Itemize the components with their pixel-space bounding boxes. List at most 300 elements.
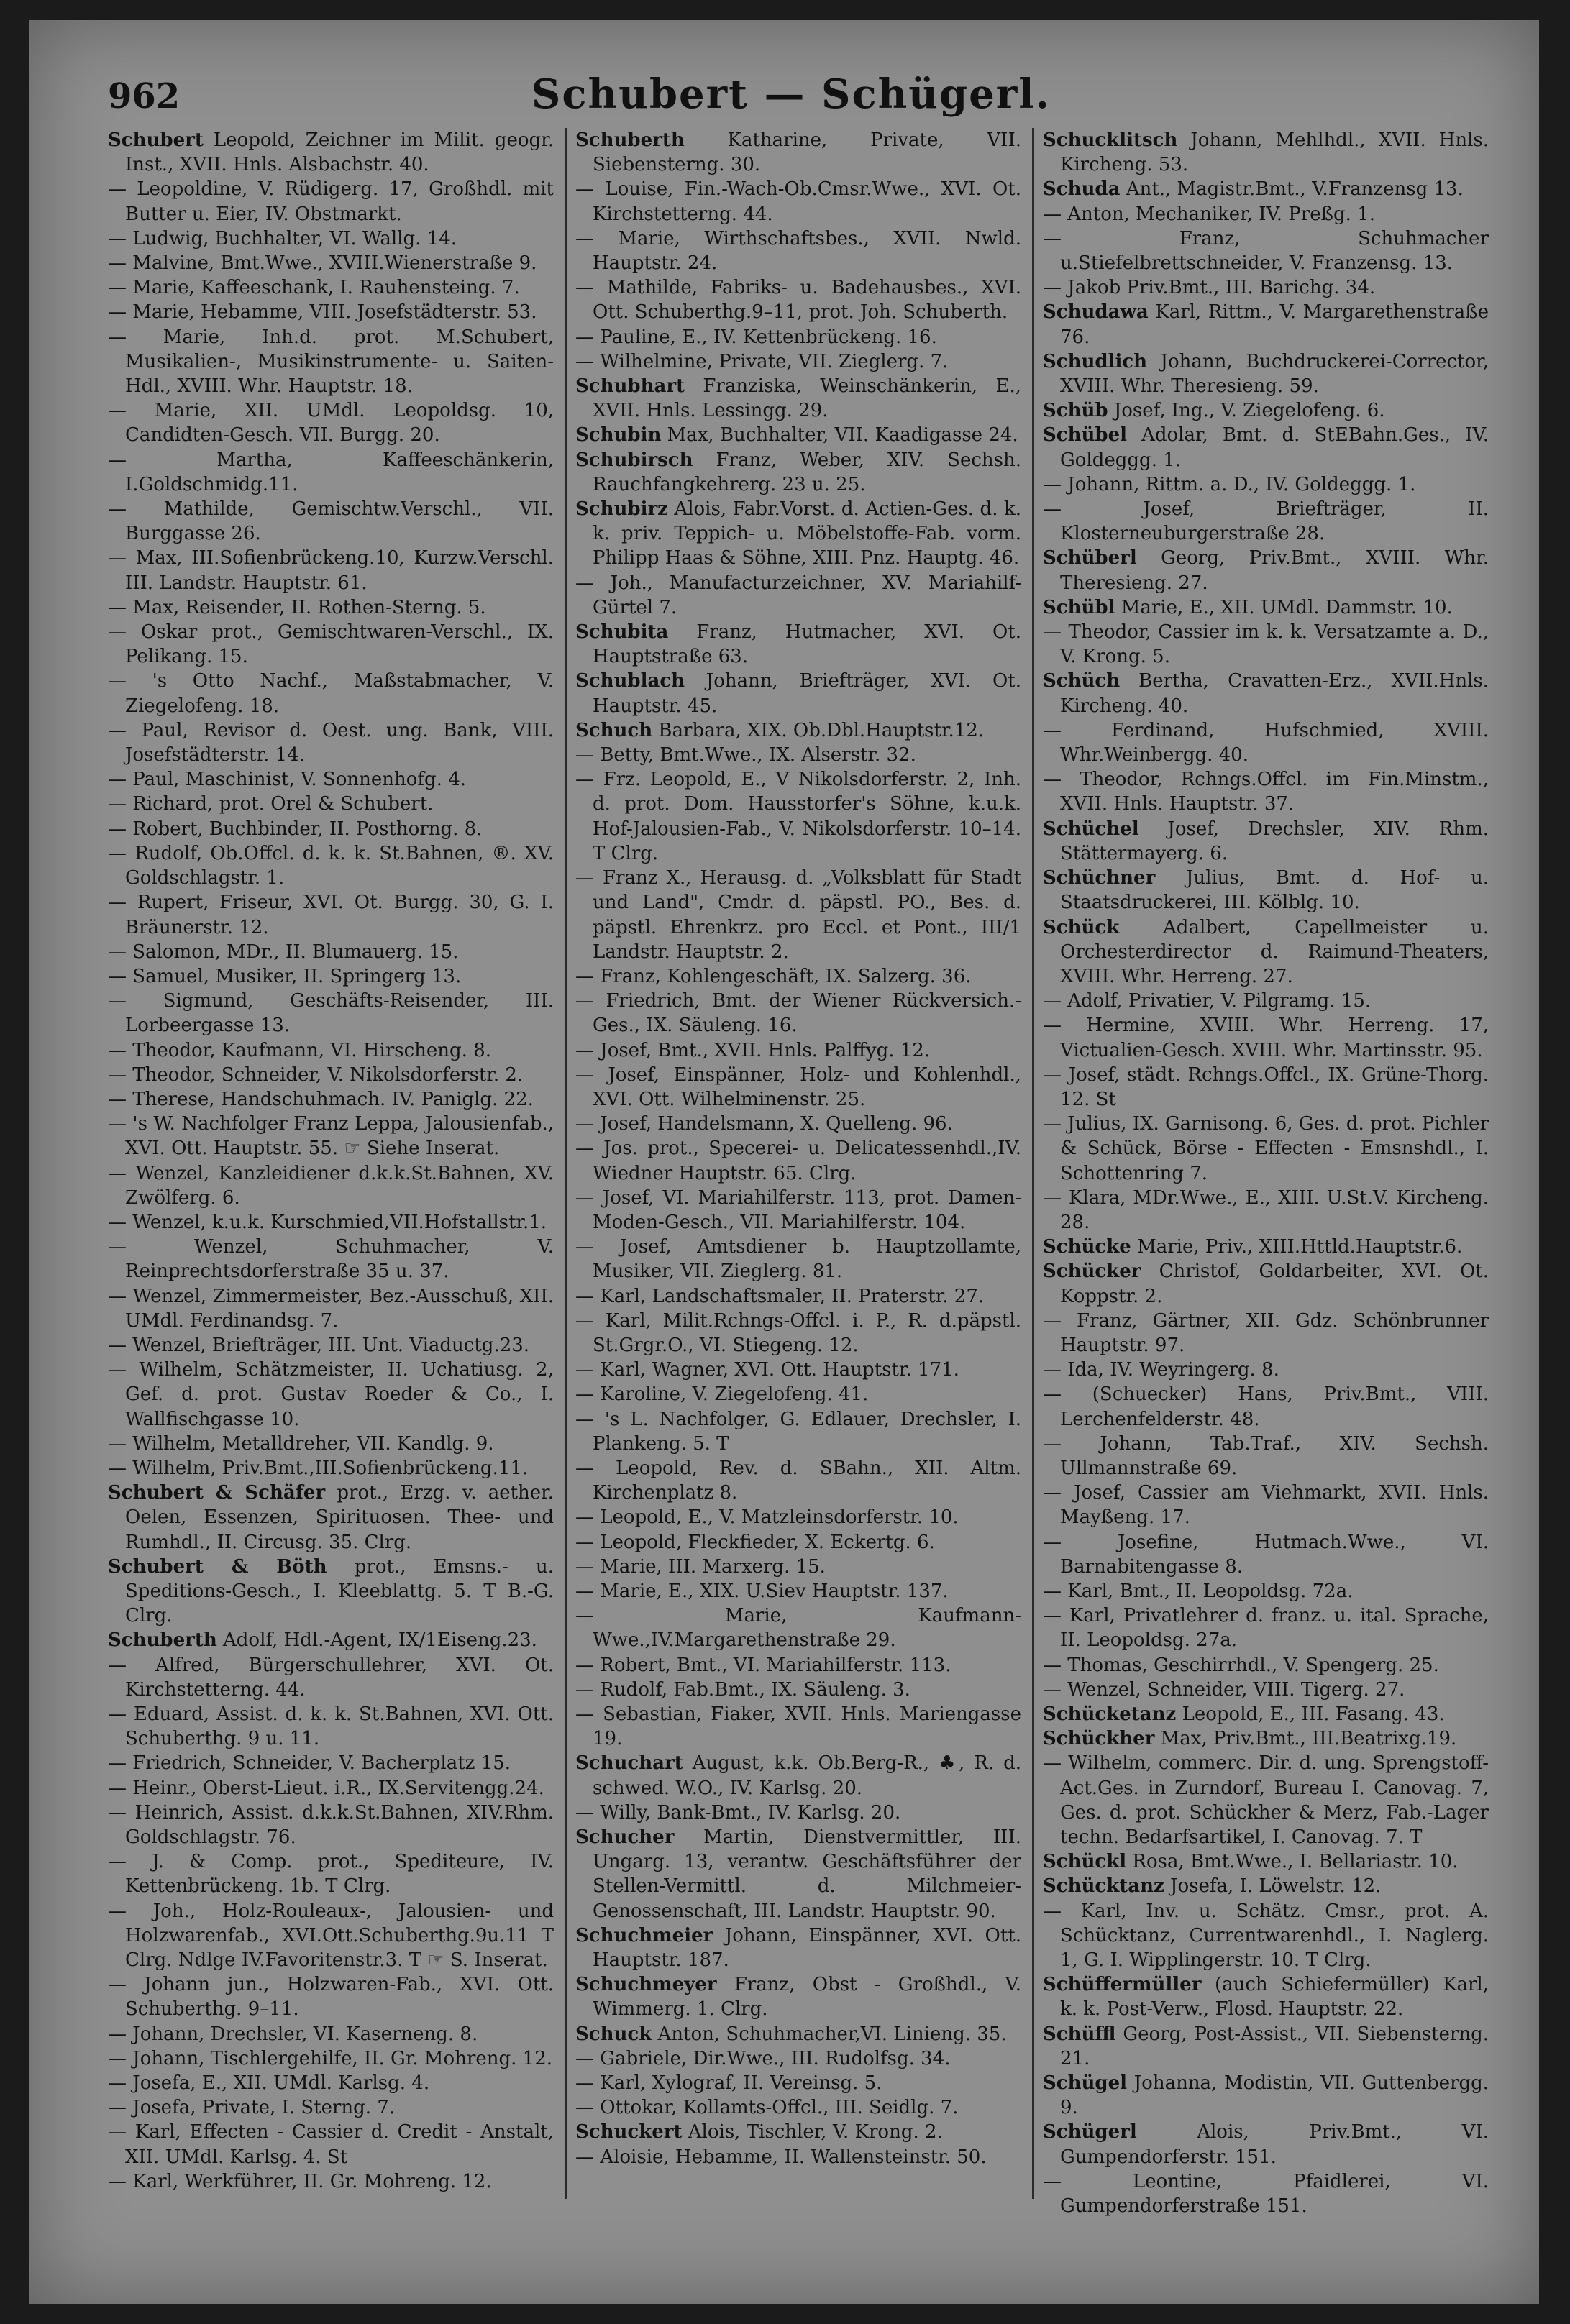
- entry-surname: Schucklitsch: [1043, 129, 1178, 151]
- entry-text: — Therese, Handschuhmach. IV. Paniglg. 22.: [108, 1088, 534, 1110]
- entry-text: — Marie, Wirthschaftsbes., XVII. Nwld. Hauptstr. 24.: [575, 227, 1021, 275]
- directory-entry: [1043, 1382, 1489, 1431]
- directory-entry: [575, 571, 1021, 620]
- directory-page: [29, 20, 1539, 2304]
- directory-entry: [1043, 989, 1489, 1013]
- entry-surname: Schüch: [1043, 670, 1121, 692]
- directory-entry: [575, 1284, 1021, 1309]
- directory-entry: [575, 1063, 1021, 1112]
- directory-entry: [1043, 1259, 1489, 1308]
- directory-entry: [575, 2046, 1021, 2071]
- directory-entry: [108, 1432, 554, 1456]
- directory-entry: [1043, 2071, 1489, 2120]
- directory-entry: [575, 1407, 1021, 1456]
- entry-text: — Rupert, Friseur, XVI. Ot. Burgg. 30, G. I. Bräunerstr. 12.: [108, 892, 554, 938]
- directory-entry: [108, 2046, 554, 2071]
- page-header: [108, 63, 1474, 128]
- entry-text: — 's W. Nachfolger Franz Leppa, Jalousienfab., XVI. Ott. Hauptstr. 55. ☞ Siehe Inserat.: [108, 1113, 554, 1160]
- entry-text: — Oskar prot., Gemischtwaren-Verschl., IX. Pelikang. 15.: [108, 621, 554, 668]
- entry-text: — Robert, Buchbinder, II. Posthorng. 8.: [108, 818, 483, 840]
- entry-text: — Karl, Wagner, XVI. Ott. Hauptstr. 171.: [575, 1359, 959, 1381]
- directory-entry: [575, 2071, 1021, 2095]
- entry-text: Leopold, E., III. Fasang. 43.: [1176, 1703, 1445, 1725]
- entry-text: — Marie, XII. UMdl. Leopoldsg. 10, Candidten-Gesch. VII. Burgg. 20.: [108, 400, 554, 447]
- entry-text: — Hermine, XVIII. Whr. Herreng. 17, Victualien-Gesch. XVIII. Whr. Martinsstr. 95.: [1043, 1015, 1489, 1061]
- entry-text: — Robert, Bmt., VI. Mariahilferstr. 113.: [575, 1654, 951, 1676]
- entry-text: — Jakob Priv.Bmt., III. Barichg. 34.: [1043, 277, 1376, 299]
- directory-entry: [1043, 620, 1489, 669]
- entry-text: Bertha, Cravatten-Erz., XVII.Hnls. Kircheng. 40.: [1060, 670, 1489, 717]
- entry-text: — Karl, Bmt., II. Leopoldsg. 72a.: [1043, 1580, 1354, 1602]
- entry-text: — Ludwig, Buchhalter, VI. Wallg. 14.: [108, 227, 457, 250]
- entry-text: — Leopold, Rev. d. SBahn., XII. Altm. Kirchenplatz 8.: [575, 1457, 1021, 1504]
- directory-entry: [575, 1136, 1021, 1185]
- entry-text: Adolf, Hdl.-Agent, IX/1Eiseng.23.: [216, 1629, 537, 1652]
- entry-text: — Franz, Gärtner, XII. Gdz. Schönbrunner Hauptstr. 97.: [1043, 1309, 1489, 1356]
- entry-text: Franziska, Weinschänkerin, E., XVII. Hnls. Lessingg. 29.: [593, 375, 1021, 422]
- entry-surname: Schückher: [1043, 1728, 1155, 1750]
- directory-entry: [1043, 1604, 1489, 1652]
- entry-text: — Josef, städt. Rchngs.Offcl., IX. Grüne-Thorg. 12. St: [1043, 1063, 1489, 1110]
- entry-text: — Klara, MDr.Wwe., E., XIII. U.St.V. Kircheng. 28.: [1043, 1186, 1489, 1233]
- entry-text: — Wenzel, k.u.k. Kurschmied,VII.Hofstallstr.1.: [108, 1211, 547, 1233]
- entry-text: — Wilhelm, Schätzmeister, II. Uchatiusg. 2, Gef. d. prot. Gustav Roeder & Co., I. Wallfischgasse 10.: [108, 1359, 554, 1430]
- entry-text: — Theodor, Kaufmann, VI. Hirscheng. 8.: [108, 1039, 492, 1061]
- entry-text: — Wilhelm, Metalldreher, VII. Kandlg. 9.: [108, 1432, 494, 1455]
- directory-entry: [575, 1653, 1021, 1678]
- directory-entry: [575, 620, 1021, 669]
- column-middle: [575, 128, 1021, 2199]
- entry-surname: Schubert & Böth: [108, 1555, 327, 1578]
- directory-entry: [1043, 1653, 1489, 1678]
- entry-surname: Schücker: [1043, 1261, 1141, 1283]
- directory-entry: [575, 2022, 1021, 2046]
- directory-entry: [108, 300, 554, 324]
- directory-entry: [1043, 2120, 1489, 2169]
- entry-text: Franz, Hutmacher, XVI. Ot. Hauptstraße 63.: [593, 621, 1021, 668]
- entry-text: — Aloisie, Hebamme, II. Wallensteinstr. 50.: [575, 2146, 987, 2168]
- entry-text: Julius, Bmt. d. Hof- u. Staatsdruckerei, III. Kölblg. 10.: [1060, 867, 1489, 914]
- entry-text: — Anton, Mechaniker, IV. Preßg. 1.: [1043, 203, 1375, 225]
- directory-entry: [575, 1358, 1021, 1382]
- directory-entry: [575, 1678, 1021, 1702]
- entry-text: Max, Buchhalter, VII. Kaadigasse 24.: [661, 424, 1018, 447]
- directory-entry: [1043, 1235, 1489, 1259]
- entry-text: — J. & Comp. prot., Spediteure, IV. Kettenbrückeng. 1b. T Clrg.: [108, 1851, 554, 1898]
- directory-entry: [575, 1825, 1021, 1923]
- directory-entry: [1043, 718, 1489, 767]
- directory-entry: [108, 1161, 554, 1210]
- entry-surname: Schuck: [575, 2023, 652, 2045]
- directory-entry: [108, 1038, 554, 1063]
- entry-surname: Schückl: [1043, 1851, 1127, 1873]
- directory-entry: [1043, 227, 1489, 275]
- directory-entry: [108, 1972, 554, 2021]
- directory-entry: [1043, 1481, 1489, 1529]
- directory-entry: [108, 989, 554, 1038]
- directory-entry: [108, 2120, 554, 2169]
- directory-entry: [575, 1235, 1021, 1284]
- entry-text: — Johann, Drechsler, VI. Kaserneng. 8.: [108, 2023, 478, 2045]
- page-number: 962: [108, 76, 181, 116]
- directory-entry: [108, 1333, 554, 1358]
- entry-text: — Wenzel, Zimmermeister, Bez.-Ausschuß, XII. UMdl. Ferdinandsg. 7.: [108, 1285, 554, 1332]
- directory-entry: [108, 1801, 554, 1849]
- directory-entry: [575, 497, 1021, 571]
- entry-text: — Betty, Bmt.Wwe., IX. Alserstr. 32.: [575, 744, 916, 767]
- entry-text: — Rudolf, Fab.Bmt., IX. Säuleng. 3.: [575, 1678, 910, 1701]
- directory-entry: [575, 964, 1021, 989]
- entry-text: — Karl, Privatlehrer d. franz. u. ital. Sprache, II. Leopoldsg. 27a.: [1043, 1605, 1489, 1652]
- directory-entry: [1043, 669, 1489, 718]
- entry-text: — Marie, E., XIX. U.Siev Hauptstr. 137.: [575, 1580, 949, 1602]
- directory-entry: [1043, 1186, 1489, 1235]
- directory-entry: [1043, 177, 1489, 201]
- directory-entry: [1043, 1309, 1489, 1358]
- directory-entry: [108, 718, 554, 767]
- entry-surname: Schublach: [575, 670, 685, 692]
- directory-entry: [108, 2022, 554, 2046]
- entry-text: Barbara, XIX. Ob.Dbl.Hauptstr.12.: [652, 719, 985, 741]
- entry-text: Alois, Tischler, V. Krong. 2.: [682, 2121, 943, 2144]
- directory-entry: [1043, 1899, 1489, 1973]
- entry-surname: Schübel: [1043, 424, 1128, 447]
- directory-entry: [108, 497, 554, 546]
- entry-text: — Richard, prot. Orel & Schubert.: [108, 793, 434, 815]
- directory-entry: [108, 546, 554, 595]
- directory-entry: [108, 767, 554, 792]
- entry-surname: Schubita: [575, 621, 669, 644]
- directory-entry: [575, 1530, 1021, 1555]
- entry-text: — Marie, Kaufmann-Wwe.,IV.Margarethenstraße 29.: [575, 1605, 1021, 1652]
- entry-text: — Sigmund, Geschäfts-Reisender, III. Lorbeergasse 13.: [108, 990, 554, 1037]
- entry-text: Johann, Einspänner, XVI. Ott. Hauptstr. 187.: [593, 1924, 1021, 1972]
- entry-surname: Schüffl: [1043, 2023, 1116, 2045]
- entry-text: Rosa, Bmt.Wwe., I. Bellariastr. 10.: [1126, 1851, 1459, 1873]
- entry-text: — Wilhelmine, Private, VII. Zieglerg. 7.: [575, 350, 949, 372]
- directory-entry: [1043, 2169, 1489, 2218]
- entry-text: — Wenzel, Schuhmacher, V. Reinprechtsdorferstraße 35 u. 37.: [108, 1236, 554, 1283]
- entry-text: — Franz, Kohlengeschäft, IX. Salzerg. 36.: [575, 965, 972, 987]
- directory-entry: [1043, 300, 1489, 349]
- entry-text: — Wenzel, Schneider, VIII. Tigerg. 27.: [1043, 1678, 1405, 1701]
- entry-surname: Schüffermüller: [1043, 1974, 1202, 1996]
- entry-surname: Schudlich: [1043, 350, 1148, 372]
- entry-surname: Schucher: [575, 1826, 675, 1849]
- entry-text: — Theodor, Cassier im k. k. Versatzamte a. D., V. Krong. 5.: [1043, 621, 1489, 668]
- entry-text: Johann, Briefträger, XVI. Ot. Hauptstr. 45.: [593, 670, 1021, 717]
- directory-entry: [575, 1505, 1021, 1529]
- entry-surname: Schubhart: [575, 375, 685, 398]
- entry-text: — Julius, IX. Garnisong. 6, Ges. d. prot. Pichler & Schück, Börse - Effecten - Emsnshdl., I. Schottenring 7.: [1043, 1113, 1489, 1184]
- entry-surname: Schudawa: [1043, 301, 1149, 324]
- directory-entry: [108, 325, 554, 399]
- entry-text: Alois, Priv.Bmt., VI. Gumpendorferstr. 151.: [1060, 2121, 1489, 2168]
- entry-text: — Malvine, Bmt.Wwe., XVIII.Wienerstraße 9.: [108, 252, 537, 275]
- directory-entry: [575, 743, 1021, 767]
- directory-entry: [575, 1702, 1021, 1751]
- directory-entry: [575, 1972, 1021, 2021]
- entry-text: — Marie, Kaffeeschank, I. Rauhensteing. 7.: [108, 277, 520, 299]
- directory-entry: [108, 128, 554, 177]
- directory-entry: [575, 989, 1021, 1038]
- directory-entry: [575, 275, 1021, 324]
- entry-text: Johann, Mehlhdl., XVII. Hnls. Kircheng. 53.: [1060, 129, 1489, 176]
- directory-entry: [108, 1063, 554, 1087]
- entry-text: — Louise, Fin.-Wach-Ob.Cmsr.Wwe., XVI. Ot. Kirchstetterng. 44.: [575, 178, 1021, 225]
- directory-entry: [108, 1628, 554, 1652]
- entry-text: — Josefa, E., XII. UMdl. Karlsg. 4.: [108, 2072, 430, 2095]
- entry-text: — Karl, Effecten - Cassier d. Credit - Anstalt, XII. UMdl. Karlsg. 4. St: [108, 2121, 554, 2168]
- entry-text: Leopold, Zeichner im Milit. geogr. Inst., XVII. Hnls. Alsbachstr. 40.: [125, 129, 554, 176]
- directory-entry: [575, 1751, 1021, 1800]
- directory-entry: [1043, 595, 1489, 620]
- directory-entry: [1043, 1972, 1489, 2021]
- entry-text: — Marie, III. Marxerg. 15.: [575, 1555, 826, 1578]
- entry-text: — Jos. prot., Specerei- u. Delicatessenhdl.,IV. Wiedner Hauptstr. 65. Clrg.: [575, 1138, 1021, 1184]
- directory-entry: [575, 1382, 1021, 1406]
- directory-entry: [575, 1186, 1021, 1235]
- directory-entry: [1043, 1063, 1489, 1112]
- entry-text: — Wilhelm, Priv.Bmt.,III.Sofienbrückeng.11.: [108, 1457, 529, 1479]
- entry-text: (auch Schiefermüller) Karl, k. k. Post-Verw., Flosd. Hauptstr. 22.: [1060, 1974, 1489, 2021]
- directory-entry: [108, 1481, 554, 1555]
- column-right: [1043, 128, 1489, 2218]
- entry-surname: Schück: [1043, 916, 1120, 938]
- entry-text: — Josef, Bmt., XVII. Hnls. Palffyg. 12.: [575, 1039, 931, 1061]
- directory-entry: [108, 940, 554, 964]
- directory-entry: [1043, 1112, 1489, 1186]
- entry-text: — Johann, Rittm. a. D., IV. Goldeggg. 1.: [1043, 473, 1416, 495]
- entry-surname: Schücketanz: [1043, 1703, 1177, 1725]
- entry-text: Franz, Obst - Großhdl., V. Wimmerg. 1. Clrg.: [593, 1974, 1021, 2021]
- entry-text: Josefa, I. Löwelstr. 12.: [1164, 1875, 1382, 1898]
- entry-text: — Friedrich, Bmt. der Wiener Rückversich.-Ges., IX. Säuleng. 16.: [575, 990, 1021, 1037]
- directory-entry: [108, 620, 554, 669]
- entry-text: Alois, Fabr.Vorst. d. Actien-Ges. d. k. k. priv. Teppich- u. Möbelstoffe-Fab. vorm. Philipp Haas & Söhne, XIII. Pnz. Hauptg. 46.: [593, 498, 1021, 569]
- entry-text: — Josef, Amtsdiener b. Hauptzollamte, Musiker, VII. Zieglerg. 81.: [575, 1236, 1021, 1283]
- entry-text: — Leontine, Pfaidlerei, VI. Gumpendorferstraße 151.: [1043, 2170, 1489, 2218]
- directory-entry: [1043, 1358, 1489, 1382]
- entry-surname: Schügerl: [1043, 2121, 1137, 2144]
- entry-text: Johann, Buchdruckerei-Corrector, XVIII. Whr. Theresieng. 59.: [1060, 350, 1489, 398]
- entry-text: — Thomas, Geschirrhdl., V. Spengerg. 25.: [1043, 1654, 1439, 1676]
- entry-text: — Pauline, E., IV. Kettenbrückeng. 16.: [575, 326, 937, 348]
- entry-text: Franz, Weber, XIV. Sechsh. Rauchfangkehrerg. 23 u. 25.: [593, 449, 1021, 495]
- entry-surname: Schuchmeyer: [575, 1974, 717, 1996]
- directory-entry: [575, 128, 1021, 177]
- entry-text: — Martha, Kaffeeschänkerin, I.Goldschmidg.11.: [108, 449, 554, 495]
- entry-text: August, k.k. Ob.Berg-R., ♣, R. d. schwed. W.O., IV. Karlsg. 20.: [593, 1752, 1021, 1799]
- directory-entry: [1043, 915, 1489, 989]
- entry-text: — Theodor, Schneider, V. Nikolsdorferstr. 2.: [108, 1063, 524, 1086]
- entry-surname: Schubert: [108, 129, 204, 151]
- entry-text: — Joh., Holz-Rouleaux-, Jalousien- und Holzwarenfab., XVI.Ott.Schuberthg.9u.11 T Clrg. Ndlge IV.Favoritenstr.3. T ☞ S. Inserat.: [108, 1900, 554, 1972]
- directory-entry: [575, 866, 1021, 964]
- entry-text: — Marie, Hebamme, VIII. Josefstädterstr. 53.: [108, 301, 537, 324]
- entry-text: — Wenzel, Kanzleidiener d.k.k.St.Bahnen, XV. Zwölferg. 6.: [108, 1162, 554, 1209]
- entry-text: Josef, Ing., V. Ziegelofeng. 6.: [1108, 400, 1385, 422]
- directory-entry: [108, 1653, 554, 1702]
- directory-entry: [1043, 1751, 1489, 1849]
- directory-entry: [108, 2169, 554, 2194]
- entry-surname: Schubirsch: [575, 449, 693, 471]
- entry-text: Adalbert, Capellmeister u. Orchesterdirector d. Raimund-Theaters, XVIII. Whr. Herreng. 27.: [1060, 916, 1489, 987]
- directory-entry: [575, 448, 1021, 497]
- entry-text: prot., Erzg. v. aether. Oelen, Essenzen, Spirituosen. Thee- und Rumhdl., II. Circusg. 35. Clrg.: [125, 1482, 554, 1553]
- directory-entry: [1043, 1432, 1489, 1481]
- directory-entry: [1043, 1726, 1489, 1751]
- entry-text: — 's Otto Nachf., Maßstabmacher, V. Ziegelofeng. 18.: [108, 670, 554, 717]
- entry-surname: Schuchart: [575, 1752, 683, 1775]
- entry-text: — (Schuecker) Hans, Priv.Bmt., VIII. Lerchenfelderstr. 48.: [1043, 1383, 1489, 1430]
- running-title: Schubert — Schügerl.: [531, 70, 1051, 118]
- entry-text: — Leopold, Fleckfieder, X. Eckertg. 6.: [575, 1531, 935, 1553]
- entry-text: — Josefa, Private, I. Sterng. 7.: [108, 2097, 396, 2119]
- entry-text: — Leopoldine, V. Rüdigerg. 17, Großhdl. mit Butter u. Eier, IV. Obstmarkt.: [108, 178, 554, 225]
- entry-text: — Wenzel, Briefträger, III. Unt. Viaductg.23.: [108, 1334, 530, 1356]
- entry-text: — Josef, Handelsmann, X. Quelleng. 96.: [575, 1113, 953, 1135]
- entry-text: Marie, Priv., XIII.Httld.Hauptstr.6.: [1131, 1236, 1463, 1258]
- entry-surname: Schübl: [1043, 596, 1115, 618]
- directory-entry: [108, 817, 554, 841]
- entry-surname: Schüchel: [1043, 818, 1139, 840]
- entry-text: Johanna, Modistin, VII. Guttenbergg. 9.: [1060, 2072, 1489, 2119]
- entry-text: Max, Priv.Bmt., III.Beatrixg.19.: [1154, 1728, 1457, 1750]
- entry-text: — Alfred, Bürgerschullehrer, XVI. Ot. Kirchstetterng. 44.: [108, 1654, 554, 1701]
- directory-entry: [108, 1087, 554, 1112]
- directory-entry: [108, 1776, 554, 1801]
- directory-entry: [108, 1751, 554, 1775]
- column-left: [108, 128, 554, 2199]
- directory-entry: [108, 1899, 554, 1973]
- directory-entry: [575, 2145, 1021, 2169]
- entry-text: — Ottokar, Kollamts-Offcl., III. Seidlg. 7.: [575, 2097, 959, 2119]
- entry-surname: Schüberl: [1043, 547, 1137, 569]
- directory-entry: [575, 767, 1021, 866]
- entry-text: — Max, III.Sofienbrückeng.10, Kurzw.Verschl. III. Landstr. Hauptstr. 61.: [108, 547, 554, 594]
- entry-text: — Karl, Milit.Rchngs-Offcl. i. P., R. d.päpstl. St.Grgr.O., VI. Stiegeng. 12.: [575, 1309, 1021, 1356]
- directory-entry: [1043, 275, 1489, 300]
- entry-text: — Paul, Revisor d. Oest. ung. Bank, VIII. Josefstädterstr. 14.: [108, 719, 554, 767]
- entry-surname: Schuckert: [575, 2121, 683, 2144]
- directory-entry: [108, 2071, 554, 2095]
- entry-text: — Friedrich, Schneider, V. Bacherplatz 15.: [108, 1752, 511, 1775]
- entry-text: Anton, Schuhmacher,VI. Linieng. 35.: [652, 2023, 1007, 2045]
- entry-surname: Schuchmeier: [575, 1924, 713, 1946]
- entry-text: — Frz. Leopold, E., V Nikolsdorferstr. 2, Inh. d. prot. Dom. Hausstorfer's Söhne, k.u.k. Hof-Jalousien-Fab., V. Nikolsdorferstr. 10–14. T Clrg.: [575, 769, 1021, 864]
- entry-text: — Josefine, Hutmach.Wwe., VI. Barnabitengasse 8.: [1043, 1531, 1489, 1578]
- entry-text: — Mathilde, Fabriks- u. Badehausbes., XVI. Ott. Schuberthg.9–11, prot. Joh. Schuberth.: [575, 277, 1021, 324]
- entry-text: — Franz, Schuhmacher u.Stiefelbrettschneider, V. Franzensg. 13.: [1043, 227, 1489, 275]
- directory-entry: [1043, 1849, 1489, 1874]
- directory-entry: [108, 448, 554, 497]
- entry-surname: Schuch: [575, 719, 653, 741]
- entry-text: Karl, Rittm., V. Margarethenstraße 76.: [1060, 301, 1489, 348]
- entry-surname: Schuberth: [575, 129, 685, 151]
- entry-surname: Schüb: [1043, 400, 1108, 422]
- directory-entry: [575, 1555, 1021, 1579]
- entry-surname: Schubert & Schäfer: [108, 1482, 326, 1504]
- directory-entry: [575, 1801, 1021, 1825]
- entry-text: — Theodor, Rchngs.Offcl. im Fin.Minstm., XVII. Hnls. Hauptstr. 37.: [1043, 769, 1489, 815]
- entry-text: — Josef, VI. Mariahilferstr. 113, prot. Damen-Moden-Gesch., VII. Mariahilferstr. 104.: [575, 1186, 1021, 1233]
- entry-surname: Schügel: [1043, 2072, 1128, 2095]
- directory-entry: [1043, 1874, 1489, 1898]
- directory-entry: [1043, 202, 1489, 227]
- entry-text: Martin, Dienstvermittler, III. Ungarg. 13, verantw. Geschäftsführer der Stellen-Vermittl. d. Milchmeier-Genossenschaft, III. Landstr. Hauptstr. 90.: [593, 1826, 1021, 1922]
- directory-entry: [1043, 767, 1489, 816]
- entry-text: — Marie, Inh.d. prot. M.Schubert, Musikalien-, Musikinstrumente- u. Saiten-Hdl., XVIII. Whr. Hauptstr. 18.: [108, 326, 554, 398]
- entry-text: — Ferdinand, Hufschmied, XVIII. Whr.Weinbergg. 40.: [1043, 719, 1489, 767]
- directory-entry: [1043, 546, 1489, 595]
- entry-text: — Franz X., Herausg. d. „Volksblatt für Stadt und Land", Cmdr. d. päpstl. PO., Bes. d. päpstl. Ehrenkrz. pro Eccl. et Pont., III/1 Landstr. Hauptstr. 2.: [575, 867, 1021, 963]
- entry-text: — Joh., Manufacturzeichner, XV. Mariahilf-Gürtel 7.: [575, 572, 1021, 618]
- directory-entry: [108, 1849, 554, 1898]
- directory-entry: [108, 1112, 554, 1161]
- directory-entry: [108, 1284, 554, 1333]
- directory-entry: [575, 325, 1021, 349]
- directory-entry: [1043, 1702, 1489, 1726]
- directory-entry: [1043, 1579, 1489, 1604]
- directory-entry: [575, 2120, 1021, 2144]
- entry-text: — Josef, Briefträger, II. Klosterneuburgerstraße 28.: [1043, 498, 1489, 545]
- entry-text: — Mathilde, Gemischtw.Verschl., VII. Burggasse 26.: [108, 498, 554, 545]
- entry-text: — Wilhelm, commerc. Dir. d. ung. Sprengstoff-Act.Ges. in Zurndorf, Bureau I. Canovag. 7, Ges. d. prot. Schückher & Merz, Fab.-Lager techn. Bedarfsartikel, I. Canovag. 7. T: [1043, 1752, 1489, 1849]
- entry-surname: Schubirz: [575, 498, 668, 521]
- directory-entry: [575, 423, 1021, 447]
- entry-text: — Johann, Tab.Traf., XIV. Sechsh. Ullmannstraße 69.: [1043, 1432, 1489, 1479]
- directory-entry: [1043, 817, 1489, 866]
- entry-text: — Samuel, Musiker, II. Springerg 13.: [108, 965, 462, 987]
- directory-entry: [108, 251, 554, 275]
- directory-entry: [108, 275, 554, 300]
- entry-text: — Sebastian, Fiaker, XVII. Hnls. Mariengasse 19.: [575, 1703, 1021, 1750]
- directory-entry: [575, 1579, 1021, 1604]
- entry-text: — Salomon, MDr., II. Blumauerg. 15.: [108, 941, 459, 963]
- directory-entry: [108, 2095, 554, 2120]
- entry-text: — Karl, Inv. u. Schätz. Cmsr., prot. A. Schücktanz, Currentwarenhdl., I. Naglerg. 1, G. I. Wipplingerstr. 10. T Clrg.: [1043, 1900, 1489, 1972]
- directory-entry: [575, 349, 1021, 374]
- directory-entry: [575, 2095, 1021, 2120]
- entry-text: Georg, Post-Assist., VII. Siebensterng. 21.: [1060, 2023, 1489, 2069]
- directory-entry: [1043, 398, 1489, 423]
- directory-entry: [575, 177, 1021, 226]
- entry-text: — Johann jun., Holzwaren-Fab., XVI. Ott. Schuberthg. 9–11.: [108, 1974, 554, 2021]
- entry-text: — 's L. Nachfolger, G. Edlauer, Drechsler, I. Plankeng. 5. T: [575, 1408, 1021, 1455]
- entry-text: — Ida, IV. Weyringerg. 8.: [1043, 1359, 1279, 1381]
- entry-surname: Schuberth: [108, 1629, 217, 1652]
- entry-text: — Karl, Landschaftsmaler, II. Praterstr. 27.: [575, 1285, 985, 1307]
- directory-entry: [108, 964, 554, 989]
- directory-entry: [108, 841, 554, 890]
- directory-entry: [575, 1112, 1021, 1136]
- entry-text: prot., Emsns.- u. Speditions-Gesch., I. Kleeblattg. 5. T B.-G. Clrg.: [125, 1555, 554, 1627]
- directory-entry: [575, 1923, 1021, 1972]
- entry-text: — Rudolf, Ob.Offcl. d. k. k. St.Bahnen, ®. XV. Goldschlagstr. 1.: [108, 842, 554, 889]
- directory-entry: [1043, 2022, 1489, 2071]
- directory-entry: [108, 792, 554, 816]
- entry-text: — Karl, Xylograf, II. Vereinsg. 5.: [575, 2072, 882, 2095]
- directory-entry: [1043, 1678, 1489, 1702]
- directory-entry: [1043, 1013, 1489, 1062]
- entry-surname: Schüchner: [1043, 867, 1156, 889]
- entry-text: — Josef, Einspänner, Holz- und Kohlenhdl., XVI. Ott. Wilhelminenstr. 25.: [575, 1063, 1021, 1110]
- directory-entry: [575, 669, 1021, 718]
- directory-entry: [108, 595, 554, 620]
- directory-entry: [1043, 497, 1489, 546]
- entry-text: — Paul, Maschinist, V. Sonnenhofg. 4.: [108, 769, 466, 791]
